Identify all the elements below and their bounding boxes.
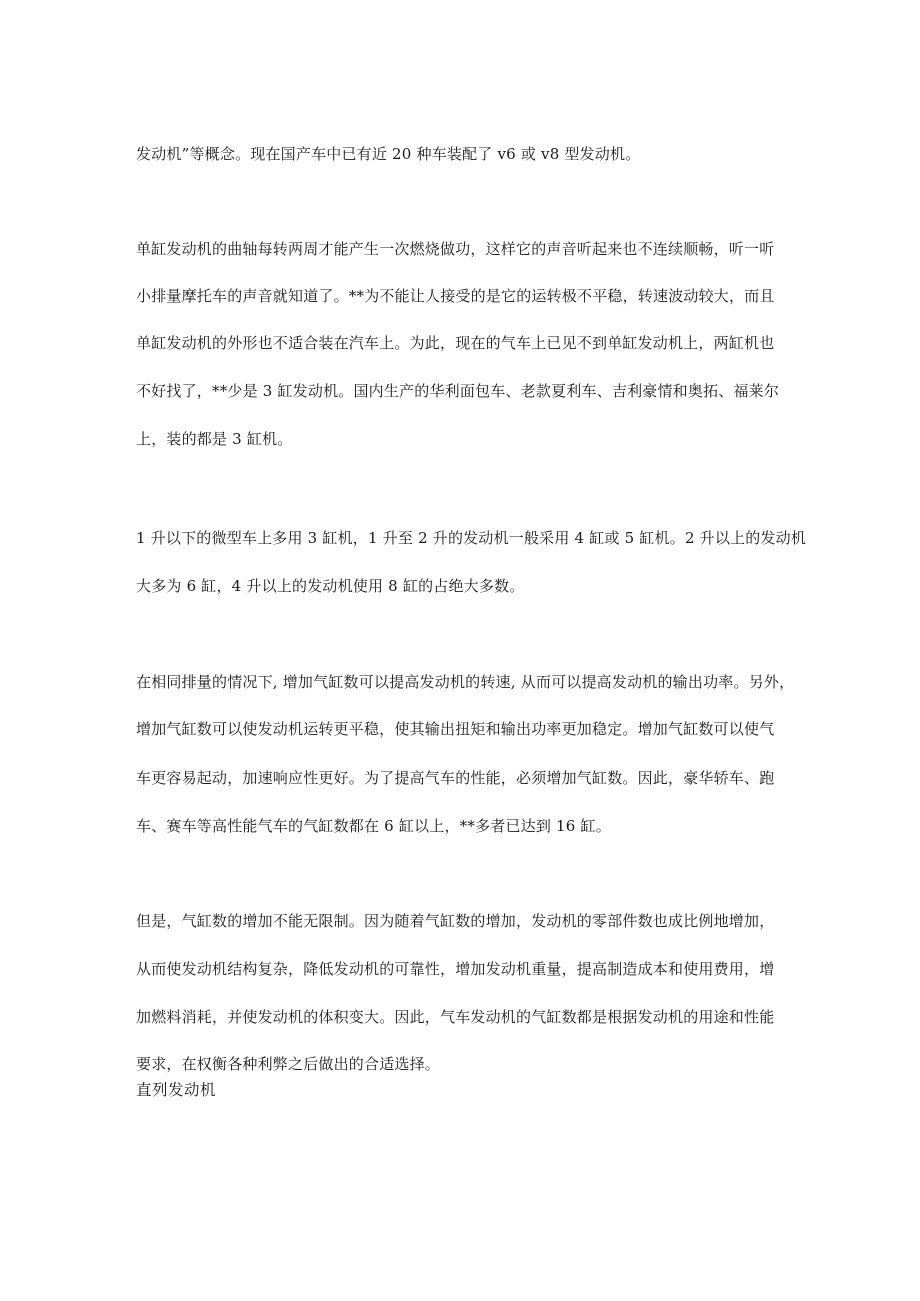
text-line: 加燃料消耗，并使发动机的体积变大。因此，气车发动机的气缸数都是根据发动机的用途和性能	[136, 1008, 775, 1026]
text-line: 小排量摩托车的声音就知道了。**为不能让人接受的是它的运转极不平稳，转速波动较大，而且	[136, 287, 775, 305]
text-line: 从而使发动机结构复杂，降低发动机的可靠性，增加发动机重量，提高制造成本和使用费用，增	[136, 960, 775, 978]
text-line: 在相同排量的情况下, 增加气缸数可以提高发动机的转速, 从而可以提高发动机的输出功率。另外，	[136, 673, 795, 691]
text-line: 大多为 6 缸，4 升以上的发动机使用 8 缸的占绝大多数。	[136, 577, 525, 595]
text-line: 发动机”等概念。现在国产车中已有近 20 种车装配了 v6 或 v8 型发动机。	[136, 145, 641, 163]
section-heading: 直列发动机	[136, 1081, 217, 1099]
text-line: 要求，在权衡各种利弊之后做出的合适选择。	[136, 1055, 441, 1073]
text-line: 不好找了，**少是 3 缸发动机。国内生产的华利面包车、老款夏利车、吉利豪情和奥拓、福莱尔	[136, 382, 780, 400]
text-line: 1 升以下的微型车上多用 3 缸机，1 升至 2 升的发动机一般采用 4 缸或 5 缸机。2 升以上的发动机	[136, 529, 807, 547]
text-line: 车、赛车等高性能气车的气缸数都在 6 缸以上，**多者已达到 16 缸。	[136, 817, 611, 835]
text-line: 单缸发动机的曲轴每转两周才能产生一次燃烧做功，这样它的声音听起来也不连续顺畅，听一听	[136, 240, 775, 258]
text-line: 增加气缸数可以使发动机运转更平稳，使其输出扭矩和输出功率更加稳定。增加气缸数可以使气	[136, 720, 775, 738]
text-line: 但是，气缸数的增加不能无限制。因为随着气缸数的增加，发动机的零部件数也成比例地增加，	[136, 912, 775, 930]
text-line: 车更容易起动，加速响应性更好。为了提高气车的性能，必须增加气缸数。因此，豪华轿车、跑	[136, 769, 775, 787]
text-line: 单缸发动机的外形也不适合装在汽车上。为此，现在的气车上已见不到单缸发动机上，两缸机也	[136, 334, 775, 352]
text-line: 上，装的都是 3 缸机。	[136, 430, 293, 448]
